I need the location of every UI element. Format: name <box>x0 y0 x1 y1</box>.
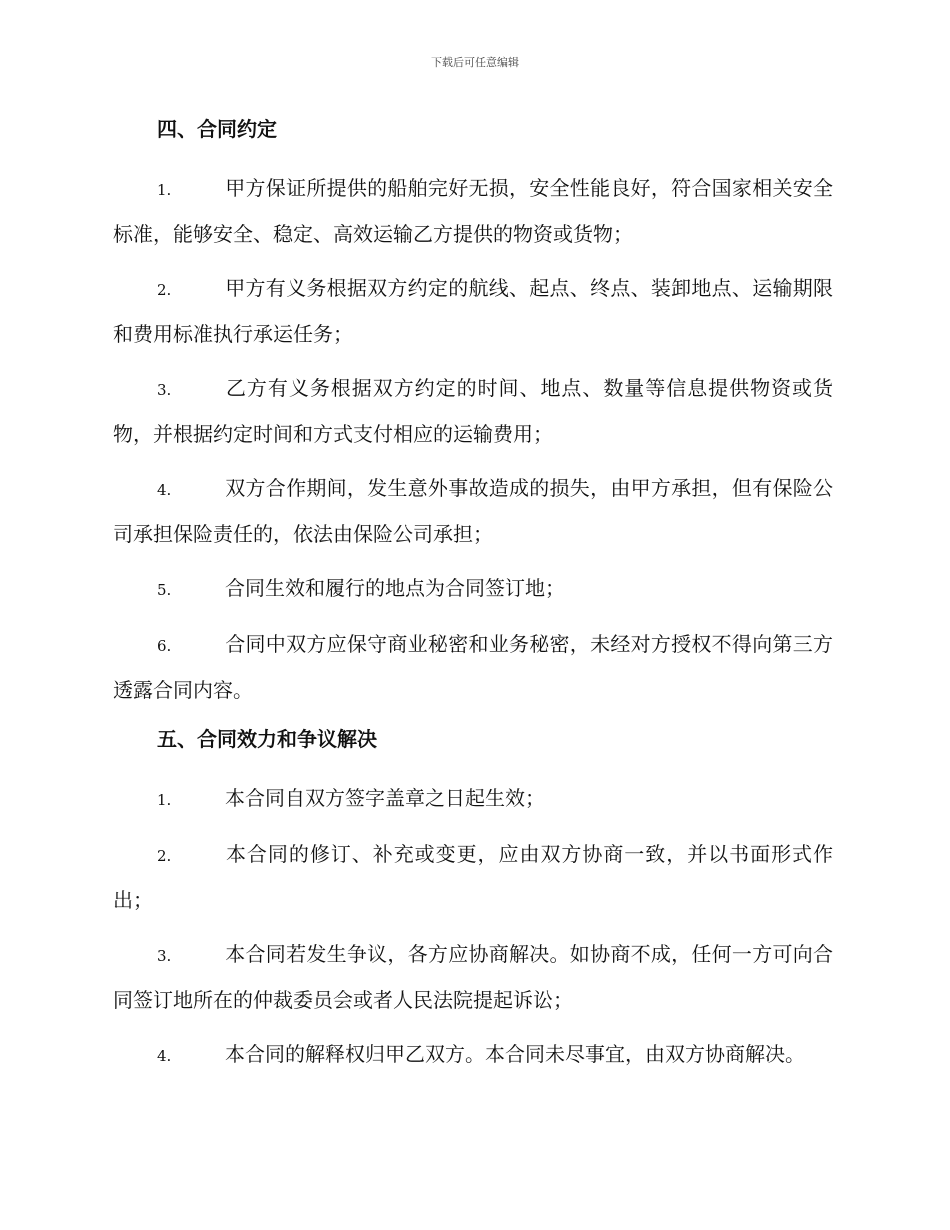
item-number: 1. <box>157 791 172 809</box>
section-heading: 五、合同效力和争议解决 <box>157 727 377 751</box>
item-number: 3. <box>157 947 172 965</box>
list-item <box>113 932 833 1022</box>
list-item <box>113 832 833 922</box>
list-item <box>113 1032 833 1078</box>
list-item <box>113 566 833 612</box>
item-text: 本合同的解释权归甲乙双方。本合同未尽事宜，由双方协商解决。 <box>225 1042 805 1066</box>
item-text: 本合同的修订、补充或变更，应由双方协商一致，并以书面形式作出； <box>113 842 833 912</box>
item-number: 2. <box>157 281 172 299</box>
item-number: 4. <box>157 481 172 499</box>
item-number: 6. <box>157 637 172 655</box>
item-text: 乙方有义务根据双方约定的时间、地点、数量等信息提供物资或货物，并根据约定时间和方式支付相应的运输费用； <box>113 376 833 446</box>
item-text: 本合同自双方签字盖章之日起生效； <box>225 786 545 810</box>
list-item <box>113 366 833 456</box>
list-item <box>113 266 833 356</box>
list-item <box>113 466 833 556</box>
item-text: 合同生效和履行的地点为合同签订地； <box>225 576 565 600</box>
list-item <box>113 166 833 256</box>
header-note: 下载后可任意编辑 <box>431 56 519 69</box>
item-number: 1. <box>157 181 172 199</box>
item-text: 甲方有义务根据双方约定的航线、起点、终点、装卸地点、运输期限和费用标准执行承运任务； <box>113 276 833 346</box>
document-body <box>113 112 833 1088</box>
item-number: 3. <box>157 381 172 399</box>
item-text: 双方合作期间，发生意外事故造成的损失，由甲方承担，但有保险公司承担保险责任的，依法由保险公司承担； <box>113 476 833 546</box>
list-item <box>113 776 833 822</box>
list-item <box>113 622 833 712</box>
item-text: 合同中双方应保守商业秘密和业务秘密，未经对方授权不得向第三方透露合同内容。 <box>113 632 833 702</box>
item-number: 4. <box>157 1047 172 1065</box>
item-number: 5. <box>157 581 172 599</box>
item-number: 2. <box>157 847 172 865</box>
item-text: 甲方保证所提供的船舶完好无损，安全性能良好，符合国家相关安全标准，能够安全、稳定、高效运输乙方提供的物资或货物； <box>113 176 833 246</box>
item-text: 本合同若发生争议，各方应协商解决。如协商不成，任何一方可向合同签订地所在的仲裁委员会或者人民法院提起诉讼； <box>113 942 833 1012</box>
section-heading: 四、合同约定 <box>157 117 277 141</box>
